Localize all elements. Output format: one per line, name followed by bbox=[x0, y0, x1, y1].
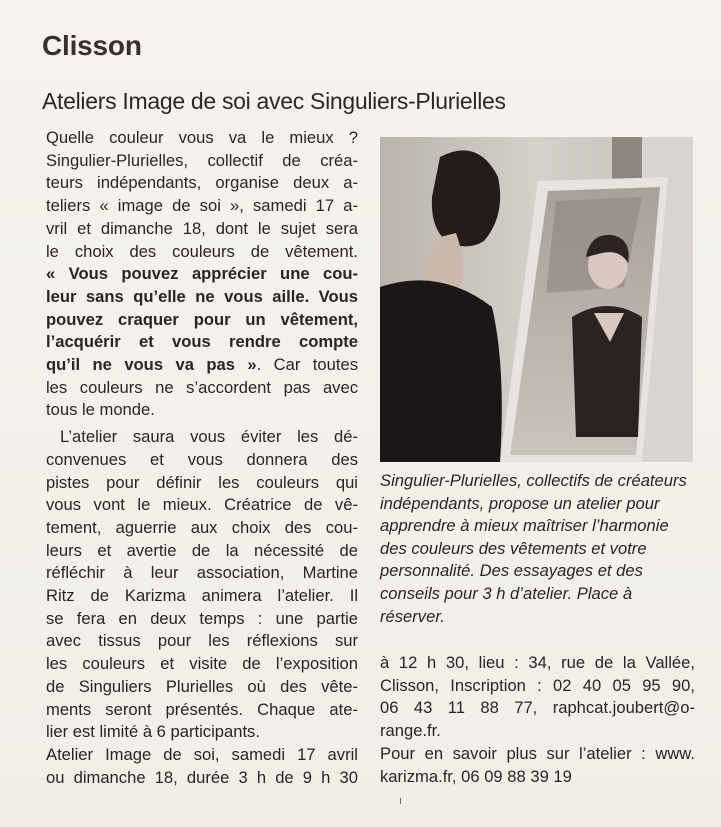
text-line: vril et dimanche 18, dont le sujet sera bbox=[46, 218, 358, 238]
paragraph-atelier bbox=[46, 426, 358, 744]
article-photo bbox=[380, 137, 693, 462]
text-line: Singulier-Plurielles, collectif de créa- bbox=[46, 150, 358, 170]
paragraph-intro bbox=[46, 127, 358, 422]
text-line: 06 43 11 88 77, raphcat.joubert@o- bbox=[380, 698, 695, 718]
print-mark bbox=[400, 798, 401, 804]
text-line: de Singuliers Plurielles où des vête- bbox=[46, 676, 358, 696]
text-line: pistes pour définir les couleurs qui bbox=[46, 472, 358, 492]
photo-caption: Singulier-Plurielles, collectifs de créateurs indépendants, propose un atelier pour apprendre à mieux maîtriser l’harmonie des couleurs des vêtements et votre personnalité. Des essayages et des conseils pour 3 h d’atelier. Place à réserver. bbox=[380, 471, 687, 626]
text-line: à 12 h 30, lieu : 34, rue de la Vallée, bbox=[380, 653, 695, 672]
text-line: Quelle couleur vous va le mieux ? bbox=[46, 128, 358, 147]
text-line: range.fr. bbox=[380, 721, 441, 741]
text-line: se fera en deux temps : une partie bbox=[46, 608, 358, 628]
paragraph-address bbox=[380, 652, 695, 743]
section-title: Clisson bbox=[42, 30, 142, 61]
quote-line: l’acquérir et vous rendre compte bbox=[46, 332, 358, 352]
paragraph-practical bbox=[46, 744, 358, 789]
text-line: les couleurs ne s’accordent pas avec bbox=[46, 377, 358, 397]
text-line: Clisson, Inscription : 02 40 05 95 90, bbox=[380, 675, 695, 695]
article-headline: Ateliers Image de soi avec Singuliers-Plurielles bbox=[42, 88, 506, 114]
text-line: vous vont le mieux. Créatrice de vê- bbox=[46, 495, 358, 515]
text-line: teliers « image de soi », samedi 17 a- bbox=[46, 196, 358, 216]
text-line: ments seront présentés. Chaque ate- bbox=[46, 699, 358, 719]
text-line: tement, aguerrie aux choix des cou- bbox=[46, 517, 358, 537]
text-fragment: . Car toutes bbox=[256, 355, 358, 375]
quote-line: « Vous pouvez apprécier une cou- bbox=[46, 264, 358, 284]
quote-line: qu’il ne vous va pas » bbox=[46, 355, 257, 375]
text-line: avec tissus pour les réflexions sur bbox=[46, 631, 358, 651]
text-line: ou dimanche 18, durée 3 h de 9 h 30 bbox=[46, 767, 358, 787]
text-line bbox=[46, 354, 358, 377]
text-line: les couleurs et visite de l’exposition bbox=[46, 654, 358, 674]
article-body-right bbox=[380, 652, 695, 788]
text-line: leurs et avertie de la nécessité de bbox=[46, 540, 358, 560]
photo-woman-mirror bbox=[380, 137, 693, 462]
quote-line: leur sans qu’elle ne vous aille. Vous bbox=[46, 286, 358, 306]
paragraph-info bbox=[380, 743, 695, 788]
text-line: lier est limité à 6 participants. bbox=[46, 722, 260, 742]
text-line: le choix des couleurs de vêtement. bbox=[46, 241, 358, 261]
text-line: réfléchir à leur association, Martine bbox=[46, 563, 358, 583]
text-line: Ritz de Karizma animera l’atelier. Il bbox=[46, 586, 358, 606]
text-line: Atelier Image de soi, samedi 17 avril bbox=[46, 744, 358, 764]
text-line: Pour en savoir plus sur l’atelier : www. bbox=[380, 743, 695, 763]
text-line: karizma.fr, 06 09 88 39 19 bbox=[380, 766, 572, 786]
text-line: convenues et vous donnera des bbox=[46, 449, 358, 469]
quote-line: pouvez craquer pour un vêtement, bbox=[46, 309, 358, 329]
text-line: L’atelier saura vous éviter les dé- bbox=[60, 427, 358, 447]
text-line: tous le monde. bbox=[46, 400, 155, 420]
article-body-left bbox=[46, 127, 358, 789]
text-line: teurs indépendants, organise deux a- bbox=[46, 173, 358, 193]
